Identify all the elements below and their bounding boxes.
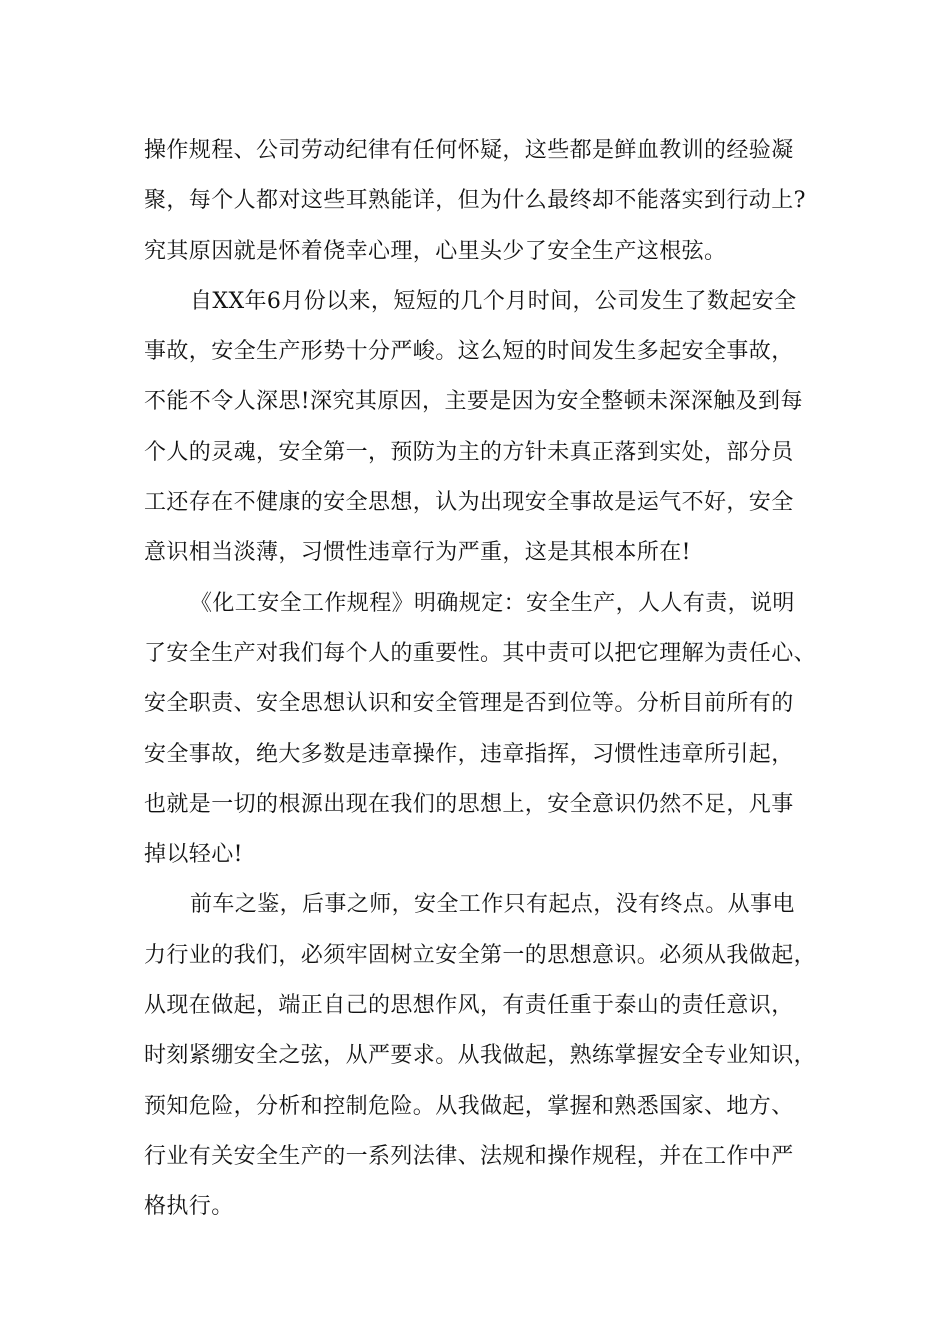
text-line: 安全职责、安全思想认识和安全管理是否到位等。分析目前所有的 xyxy=(144,691,794,717)
text-line: 行业有关安全生产的一系列法律、法规和操作规程，并在工作中严 xyxy=(144,1143,794,1169)
text-line: 前车之鉴，后事之师，安全工作只有起点，没有终点。从事电 xyxy=(190,892,795,918)
text-line: 了安全生产对我们每个人的重要性。其中责可以把它理解为责任心、 xyxy=(144,640,817,666)
text-line: 聚，每个人都对这些耳熟能详，但为什么最终却不能落实到行动上? xyxy=(144,188,806,214)
document-page xyxy=(144,126,817,1233)
text-line: 工还存在不健康的安全思想，认为出现安全事故是运气不好，安全 xyxy=(144,490,794,516)
text-line: 安全事故，绝大多数是违章操作，违章指挥，习惯性违章所引起， xyxy=(144,741,794,767)
text-line: 《化工安全工作规程》明确规定：安全生产，人人有责，说明 xyxy=(190,590,795,616)
paragraph xyxy=(144,579,817,881)
text-line: 意识相当淡薄，习惯性违章行为严重，这是其根本所在! xyxy=(144,540,691,566)
text-line: 自XX年6月份以来，短短的几个月时间，公司发生了数起安全 xyxy=(190,288,797,314)
text-line: 也就是一切的根源出现在我们的思想上，安全意识仍然不足，凡事 xyxy=(144,791,794,817)
text-line: 格执行。 xyxy=(144,1194,234,1220)
text-line: 从现在做起，端正自己的思想作风，有责任重于泰山的责任意识， xyxy=(144,993,794,1019)
text-line: 究其原因就是怀着侥幸心理，心里头少了安全生产这根弦。 xyxy=(144,238,727,264)
paragraph xyxy=(144,880,817,1232)
text-line: 不能不令人深思!深究其原因，主要是因为安全整顿未深深触及到每 xyxy=(144,389,803,415)
text-line: 操作规程、公司劳动纪律有任何怀疑，这些都是鲜血教训的经验凝 xyxy=(144,138,794,163)
text-line: 预知危险，分析和控制危险。从我做起，掌握和熟悉国家、地方、 xyxy=(144,1093,794,1119)
text-line: 力行业的我们，必须牢固树立安全第一的思想意识。必须从我做起， xyxy=(144,942,817,968)
paragraph xyxy=(144,126,809,277)
text-line: 时刻紧绷安全之弦，从严要求。从我做起，熟练掌握安全专业知识， xyxy=(144,1043,817,1069)
text-line: 事故，安全生产形势十分严峻。这么短的时间发生多起安全事故， xyxy=(144,339,794,365)
paragraph xyxy=(144,277,809,579)
text-line: 个人的灵魂，安全第一，预防为主的方针未真正落到实处，部分员 xyxy=(144,439,794,465)
text-line: 掉以轻心! xyxy=(144,842,243,868)
